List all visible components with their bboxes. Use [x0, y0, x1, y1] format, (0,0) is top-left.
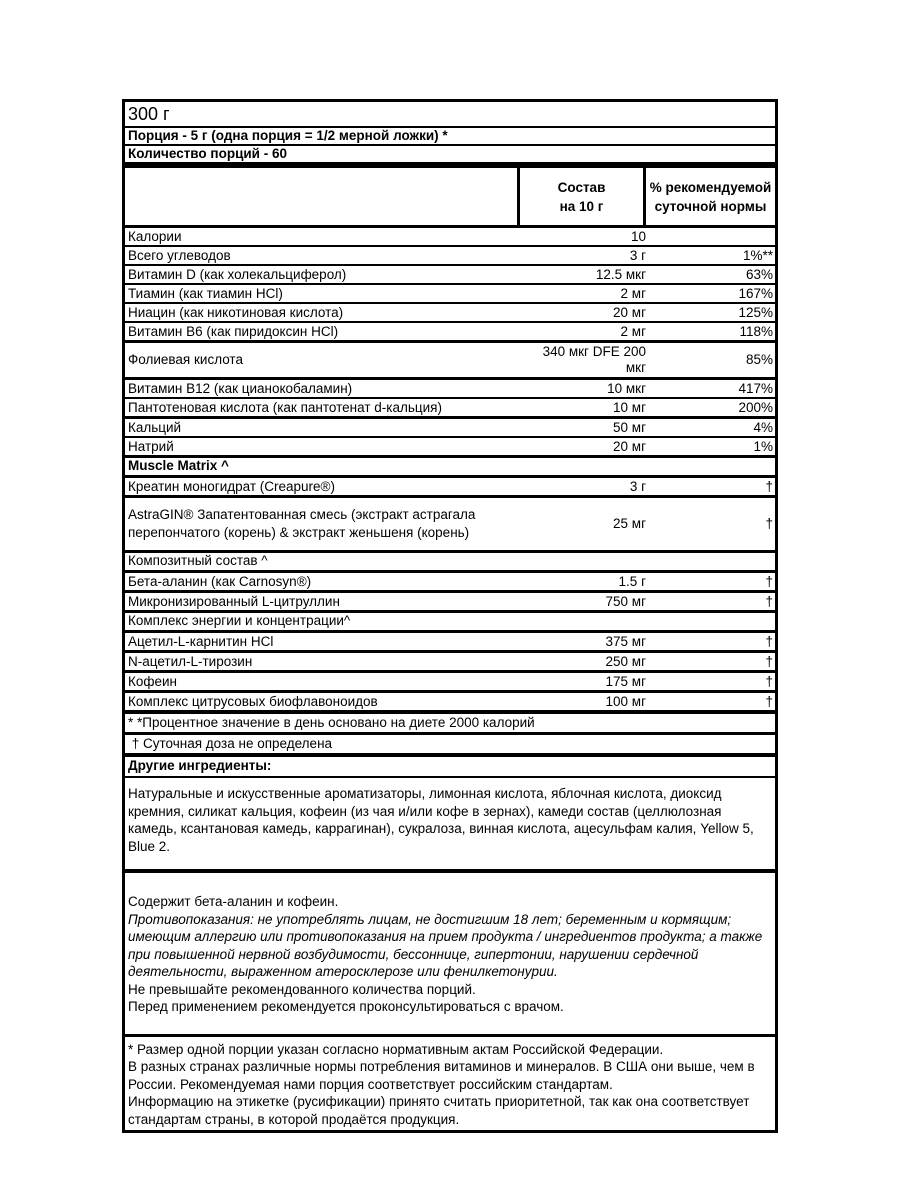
serving-size: Порция - 5 г (одна порция = 1/2 мерной ложки) * — [125, 128, 775, 146]
nutrient-dv: 125% — [738, 304, 773, 320]
ingredient-name: Комплекс цитрусовых биофлавоноидов — [128, 693, 378, 709]
nutrient-name: Всего углеводов — [128, 247, 231, 263]
nutrient-name: Тиамин (как тиамин HCl) — [128, 285, 283, 301]
amount-header-line1: Состав — [557, 179, 606, 195]
ingredient-row — [125, 633, 775, 653]
warnings-block — [125, 873, 775, 1037]
nutrient-row — [125, 380, 775, 399]
nutrient-dv: 85% — [745, 352, 773, 367]
ingredient-dv: † — [765, 516, 773, 531]
ingredient-row — [125, 653, 775, 673]
dagger-note: † Суточная доза не определена — [125, 735, 775, 757]
ingredient-name: AstraGIN® Запатентованная смесь (экстракт астрагала перепончатого (корень) & экстракт женьшеня (корень) — [128, 507, 476, 540]
nutrient-dv: 167% — [738, 285, 773, 301]
ingredient-dv: † — [765, 633, 773, 649]
ingredient-name: N-ацетил-L-тирозин — [128, 653, 253, 669]
column-header — [125, 162, 775, 228]
nutrient-amount: 10 — [630, 228, 646, 244]
ingredient-name: Креатин моногидрат (Creapure®) — [128, 478, 335, 494]
ingredient-dv: † — [765, 573, 773, 589]
servings-count: Количество порций - 60 — [128, 146, 287, 161]
nutrient-amount: 340 мкг DFE 200 мкг — [542, 344, 646, 375]
header-blank-cell — [125, 168, 520, 225]
nutrient-row — [125, 285, 775, 304]
ingredient-amount: 3 г — [629, 478, 646, 494]
ingredient-row — [125, 693, 775, 714]
ingredient-dv: † — [765, 673, 773, 689]
nutrient-name: Калории — [128, 228, 182, 244]
ingredient-name: Кофеин — [128, 673, 177, 689]
nutrient-name: Ниацин (как никотиновая кислота) — [128, 304, 344, 320]
nutrient-name: Фолиевая кислота — [128, 352, 243, 367]
ingredient-amount: 100 мг — [605, 693, 646, 709]
daily-value-note: * *Процентное значение в день основано на диете 2000 калорий — [125, 714, 775, 735]
nutrient-dv: 118% — [739, 323, 773, 339]
ingredient-dv: † — [765, 693, 773, 709]
ingredient-row — [125, 498, 775, 553]
nutrient-amount: 2 мг — [620, 285, 646, 301]
footer-priority-note: Информацию на этикетке (русификации) принято считать приоритетной, так как она соответствует стандартам страны, в которой продаётся продукция. — [128, 1094, 750, 1127]
nutrient-row — [125, 304, 775, 323]
ingredient-name: Микронизированный L-цитруллин — [128, 593, 340, 609]
nutrient-row — [125, 266, 775, 285]
consult-doctor-text: Перед применением рекомендуется проконсультироваться с врачом. — [128, 999, 564, 1014]
dv-header-line1: % рекомендуемой — [649, 179, 772, 195]
footer-block — [125, 1037, 775, 1131]
ingredient-row — [125, 478, 775, 498]
nutrient-name: Витамин D (как холекальциферол) — [128, 266, 347, 282]
ingredient-row — [125, 673, 775, 693]
dv-header-line2: суточной нормы — [654, 198, 767, 214]
ingredient-row — [125, 593, 775, 613]
dv-column-header — [646, 168, 775, 225]
nutrient-amount: 3 г — [629, 247, 646, 263]
ingredient-amount: 750 мг — [605, 593, 646, 609]
ingredient-dv: † — [765, 653, 773, 669]
ingredient-amount: 1.5 г — [618, 573, 646, 589]
ingredient-amount: 250 мг — [605, 653, 646, 669]
ingredient-dv: † — [765, 478, 773, 494]
nutrient-dv: 1% — [753, 438, 773, 454]
ingredient-dv: † — [765, 593, 773, 609]
contains-statement: Содержит бета-аланин и кофеин. — [128, 894, 339, 909]
ingredient-amount: 375 мг — [605, 633, 646, 649]
other-ingredients-text: Натуральные и искусственные ароматизаторы, лимонная кислота, яблочная кислота, диоксид кремния, силикат кальция, кофеин (из чая и/или кофе в зернах), камеди состав (целлюлозная камедь, ксантановая камедь, каррагинан), сукралоза, винная кислота, ацесульфам калия, Yellow 5, Blue 2. — [125, 778, 775, 873]
muscle-matrix-heading: Muscle Matrix ^ — [125, 458, 775, 478]
net-weight: 300 г — [125, 102, 775, 128]
nutrient-dv: 63% — [745, 266, 773, 282]
ingredient-amount: 25 мг — [613, 516, 646, 531]
nutrient-name: Витамин B6 (как пиридоксин HCl) — [128, 323, 339, 339]
nutrient-row — [125, 438, 775, 458]
nutrient-amount: 20 мг — [613, 304, 646, 320]
nutrient-row — [125, 323, 775, 343]
footer-serving-note: * Размер одной порции указан согласно нормативным актам Российской Федерации. — [128, 1041, 664, 1057]
ingredient-name: Ацетил-L-карнитин HCl — [128, 633, 274, 649]
nutrient-row — [125, 343, 775, 380]
nutrient-dv: 1%** — [742, 247, 773, 263]
nutrient-row — [125, 419, 775, 438]
other-ingredients-heading: Другие ингредиенты: — [125, 757, 775, 778]
energy-complex-heading: Комплекс энергии и концентрации^ — [125, 613, 775, 633]
footer-norms-note: В разных странах различные нормы потребления витаминов и минералов. В США они выше, чем в России. Рекомендуемая нами порция соответствует российским стандартам. — [128, 1059, 755, 1092]
composite-heading: Композитный состав ^ — [125, 553, 775, 573]
nutrient-amount: 20 мг — [613, 438, 646, 454]
ingredient-row — [125, 573, 775, 593]
nutrient-dv: 4% — [753, 419, 773, 435]
ingredient-name: Бета-аланин (как Carnosyn®) — [128, 573, 312, 589]
nutrient-row — [125, 399, 775, 419]
nutrient-name: Витамин B12 (как цианокобаламин) — [128, 380, 353, 396]
nutrient-name: Натрий — [128, 438, 174, 454]
nutrient-dv: 417% — [738, 380, 773, 396]
nutrient-row — [125, 228, 775, 247]
nutrient-amount: 2 мг — [620, 323, 646, 339]
ingredient-amount: 175 мг — [605, 673, 646, 689]
amount-column-header — [520, 168, 646, 225]
nutrient-amount: 12.5 мкг — [595, 266, 646, 282]
do-not-exceed-text: Не превышайте рекомендованного количества порций. — [128, 981, 476, 997]
nutrient-name: Кальций — [128, 419, 182, 435]
nutrient-name: Пантотеновая кислота (как пантотенат d-кальция) — [128, 399, 442, 415]
nutrient-amount: 10 мкг — [607, 380, 646, 396]
amount-header-line2: на 10 г — [559, 198, 604, 214]
contraindications-text: Противопоказания: не употреблять лицам, не достигшим 18 лет; беременным и кормящим; имеющим аллергию или противопоказания на прием продукта / ингредиентов продукта; а также при повышенной нервной возбудимости, бессоннице, гипертонии, нарушении сердечной деятельности, выраженном атеросклерозе или фенилкетонурии. — [128, 911, 763, 979]
nutrient-dv: 200% — [738, 399, 773, 415]
nutrient-amount: 10 мг — [613, 399, 646, 415]
nutrient-row — [125, 247, 775, 266]
supplement-facts-label — [122, 99, 778, 1133]
nutrient-amount: 50 мг — [613, 419, 646, 435]
